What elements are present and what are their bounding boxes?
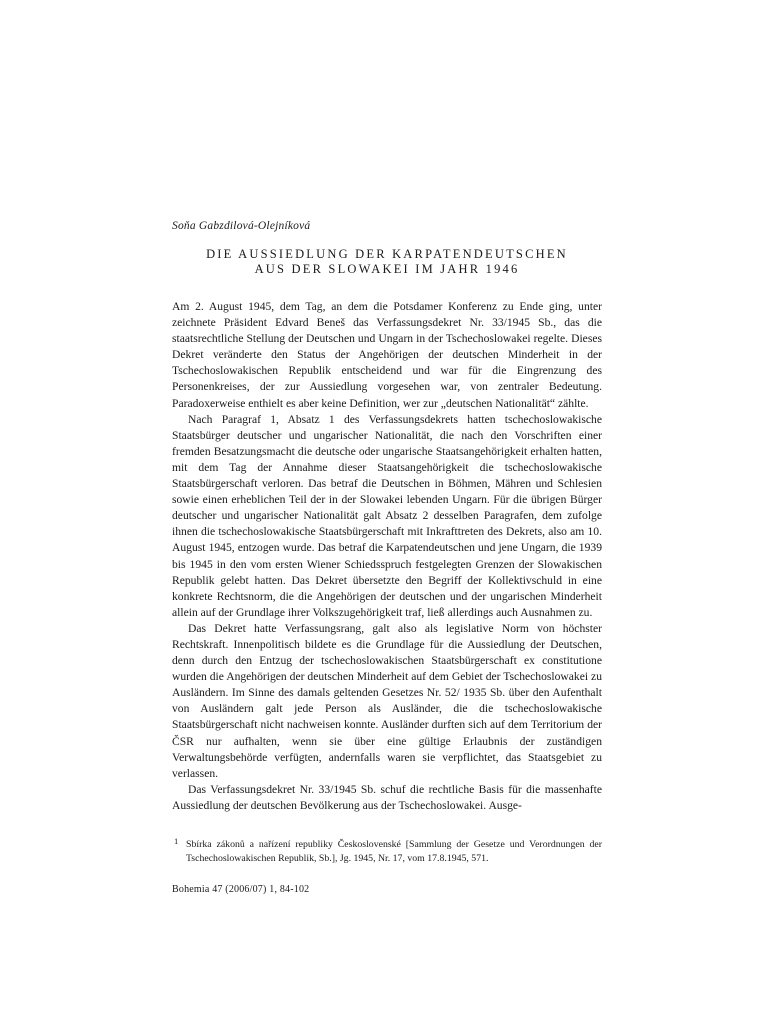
journal-reference: Bohemia 47 (2006/07) 1, 84-102 [172, 884, 310, 895]
title-line: AUS DER SLOWAKEI IM JAHR 1946 [254, 262, 520, 276]
author-name: Soňa Gabzdilová-Olejníková [172, 220, 311, 232]
footnote-text: Sbírka zákonů a nařízení republiky Československé [Sammlung der Gesetze und Verordnungen der Tschechoslowakischen Republik, Sb.], Jg. 1945, Nr. 17, vom 17.8.1945, 571. [186, 839, 602, 864]
paragraph: Das Dekret hatte Verfassungsrang, galt also als legislative Norm von höchster Rechtskraft. Innenpolitisch bildete es die Grundlage für die Aussiedlung der Deutschen, denn durch den Entzug der tschechoslowakischen Staatsbürgerschaft ex constitutione wurden die Angehörigen der deutschen Minderheit auf dem Gebiet der Tschechoslowakei zu Ausländern. Im Sinne des damals geltenden Gesetzes Nr. 52/ 1935 Sb. über den Aufenthalt von Ausländern galt jede Person als Ausländer, die die tschechoslowakische Staatsbürgerschaft nicht nachweisen konnte. Ausländer durften sich auf dem Territorium der ČSR nur aufhalten, wenn sie über eine gültige Erlaubnis der zuständigen Verwaltungsbehörde verfügten, andernfalls waren sie verpflichtet, das Staatsgebiet zu verlassen. [172, 621, 602, 780]
article-title [172, 247, 602, 277]
page-content [172, 220, 602, 895]
footnote [172, 838, 602, 866]
title-line: DIE AUSSIEDLUNG DER KARPATENDEUTSCHEN [206, 247, 568, 261]
paragraph: Nach Paragraf 1, Absatz 1 des Verfassungsdekrets hatten tschechoslowakische Staatsbürger deutscher und ungarischer Nationalität, die nach den Vorschriften einer fremden Besatzungsmacht die deutsche oder ungarische Staatsangehörigkeit erhalten hatten, mit dem Tag der Annahme dieser Staatsangehörigkeit die tschechoslowakische Staatsbürgerschaft verloren. Das betraf die Deutschen in Böhmen, Mähren und Schlesien sowie einen erheblichen Teil der in der Slowakei lebenden Ungarn. Für die übrigen Bürger deutscher und ungarischer Nationalität galt Absatz 2 desselben Paragrafen, dem zufolge ihnen die tschechoslowakische Staatsbürgerschaft mit Inkrafttreten des Dekrets, also am 10. August 1945, entzogen wurde. Das betraf die Karpatendeutschen und jene Ungarn, die 1939 bis 1945 in den vom ersten Wiener Schiedsspruch festgelegten Grenzen der Slowakischen Republik gelebt hatten. Das Dekret übersetzte den Begriff der Kollektivschuld in eine konkrete Rechtsnorm, die die Angehörigen der deutschen und der ungarischen Minderheit allein auf der Grundlage ihrer Volkszugehörigkeit traf, ließ allerdings auch Ausnahmen zu. [172, 412, 602, 619]
article-body [172, 299, 602, 814]
paragraph: Das Verfassungsdekret Nr. 33/1945 Sb. schuf die rechtliche Basis für die massenhafte Aussiedlung der deutschen Bevölkerung aus der Tschechoslowakei. Ausge- [172, 782, 602, 812]
paragraph: Am 2. August 1945, dem Tag, an dem die Potsdamer Konferenz zu Ende ging, unter zeichnete Präsident Edvard Beneš das Verfassungsdekret Nr. 33/1945 Sb., das die staatsrechtliche Stellung der Deutschen und Ungarn in der Tschechoslowakei regelte. Dieses Dekret veränderte den Status der Angehörigen der deutschen Minderheit in der Tschechoslowakischen Republik entscheidend und war für die Eingrenzung des Personenkreises, der zur Aussiedlung vorgesehen war, von zentraler Bedeutung. Paradoxerweise enthielt es aber keine Definition, wer zur „deutschen Nationalität“ zählte. [172, 300, 602, 410]
footnote-number: 1 [174, 836, 179, 846]
